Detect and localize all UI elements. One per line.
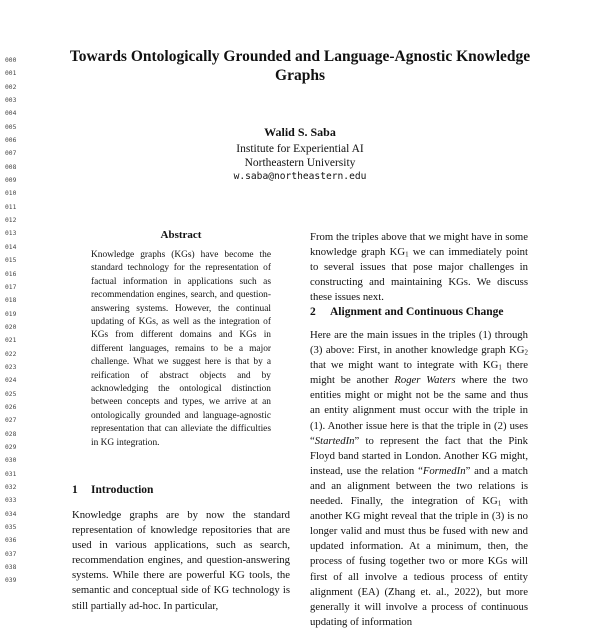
- line-number: 032: [5, 484, 17, 491]
- line-number: 002: [5, 83, 17, 91]
- line-number: 004: [5, 110, 17, 118]
- subscript: 1: [405, 250, 409, 259]
- abstract-text: Knowledge graphs (KGs) have become the standard technology for the representation of factual information in applications such as recommendation engines, search, and question-answering systems. However, the continual updating of KGs, as well as the integration of KGs from different domains and KGs in different languages, remains to be a major challenge. What we suggest here is that by a reification of abstract objects and by acknowledging the ontological distinction between concepts and types, we arrive at an ontologically grounded and language-agnostic representation that can alleviate the difficulties in KG integration.: [91, 250, 271, 448]
- line-number: 027: [5, 417, 17, 425]
- line-number: 035: [5, 524, 17, 532]
- emphasis: FormedIn: [422, 464, 466, 477]
- introduction-text: Knowledge graphs are by now the standard representation of knowledge repositories that are used in various applications, such as search, recommendation engines, and question-answering systems. While there are powerful KG tools, the semantic and conceptual side of KG technology is still partially ad-hoc. In particular,: [72, 509, 290, 612]
- section-1-heading: [72, 484, 153, 496]
- text-run: with another KG might reveal that the triple in (3) is no longer valid and must thus be fused with new and updated information. At a minimum, then, the process of fusing together two or more KGs will first of all involve a tedious process of entity alignment (EA) (Zhang et. al., 2022), but more generally it will involve a process of continuous updating of information: [310, 495, 528, 628]
- paper-title: Towards Ontologically Grounded and Language-Agnostic Knowledge Graphs: [69, 48, 531, 84]
- emphasis: Roger Waters: [394, 374, 456, 387]
- line-number: 000: [5, 57, 17, 64]
- section-2-number: 2: [310, 306, 316, 318]
- line-number: 036: [5, 537, 17, 545]
- author-name: Walid S. Saba: [264, 125, 336, 139]
- line-number: 023: [5, 363, 17, 371]
- subscript: 1: [498, 363, 502, 372]
- line-number: 020: [5, 323, 17, 331]
- text-run: Here are the main issues in the triples (1) through (3) above: First, in another knowledge graph KG: [310, 329, 528, 357]
- line-number: 003: [5, 97, 17, 105]
- text-run: we can immediately point to several issues that pose major challenges in constructing and maintaining KGs. We discuss these issues next.: [310, 246, 528, 304]
- text-run: there might be another: [310, 359, 528, 387]
- line-number: 010: [5, 190, 17, 198]
- line-number: 018: [5, 297, 17, 305]
- line-number: 029: [5, 443, 17, 451]
- line-number: 039: [5, 577, 17, 585]
- line-number: 019: [5, 310, 17, 318]
- line-number: 007: [5, 150, 17, 158]
- section-1-number: 1: [72, 484, 78, 496]
- emphasis: StartedIn: [314, 434, 355, 447]
- line-numbers: [5, 54, 25, 588]
- line-number: 008: [5, 163, 17, 171]
- line-number: 021: [5, 337, 17, 345]
- line-number: 038: [5, 564, 17, 572]
- abstract-heading: Abstract: [160, 229, 202, 241]
- text-run: ” to represent the fact that the Pink Floyd band started in London. Another KG might, instead, use the relation “: [310, 434, 528, 477]
- text-run: From the triples above that we might have in some knowledge graph KG: [310, 231, 528, 259]
- line-number: 026: [5, 403, 17, 411]
- line-number: 006: [5, 137, 17, 145]
- line-number: 024: [5, 377, 17, 385]
- line-number: 034: [5, 510, 17, 518]
- line-number: 012: [5, 217, 17, 225]
- line-number: 015: [5, 257, 17, 265]
- line-number: 011: [5, 203, 17, 211]
- text-run: ” and a match and an alignment between the two relations is needed. Finally, the integration of KG: [310, 464, 528, 508]
- section-1-title: Introduction: [91, 484, 154, 496]
- author-university: Northeastern University: [244, 157, 356, 169]
- line-number: 005: [5, 123, 17, 131]
- section-2-heading: [310, 306, 504, 318]
- text-run: that we might want to integrate with KG: [310, 359, 499, 372]
- text-run: where the two entities might or might not be the same and thus an entity alignment must occur with the triple in (1). Another issue here is that the triple in (2) uses “: [310, 374, 528, 447]
- subscript: 2: [524, 348, 528, 357]
- line-number: 031: [5, 470, 17, 478]
- line-number: 013: [5, 230, 17, 238]
- line-number: 025: [5, 390, 17, 398]
- line-number: 016: [5, 270, 17, 278]
- section-2-text: [310, 328, 528, 630]
- line-number: 001: [5, 70, 17, 78]
- line-number: 022: [5, 350, 17, 358]
- author-institution: Institute for Experiential AI: [236, 143, 364, 155]
- line-number: 017: [5, 283, 17, 291]
- right-column-paragraph: [310, 230, 528, 305]
- author-email: w.saba@northeastern.edu: [233, 171, 367, 182]
- line-number: 033: [5, 497, 17, 505]
- line-number: 037: [5, 550, 17, 558]
- line-number: 030: [5, 457, 17, 465]
- subscript: 1: [497, 499, 502, 508]
- line-number: 009: [5, 177, 17, 185]
- line-number: 028: [5, 430, 17, 438]
- author-block: [150, 124, 450, 184]
- section-2-title: Alignment and Continuous Change: [330, 306, 504, 318]
- line-number: 014: [5, 243, 17, 251]
